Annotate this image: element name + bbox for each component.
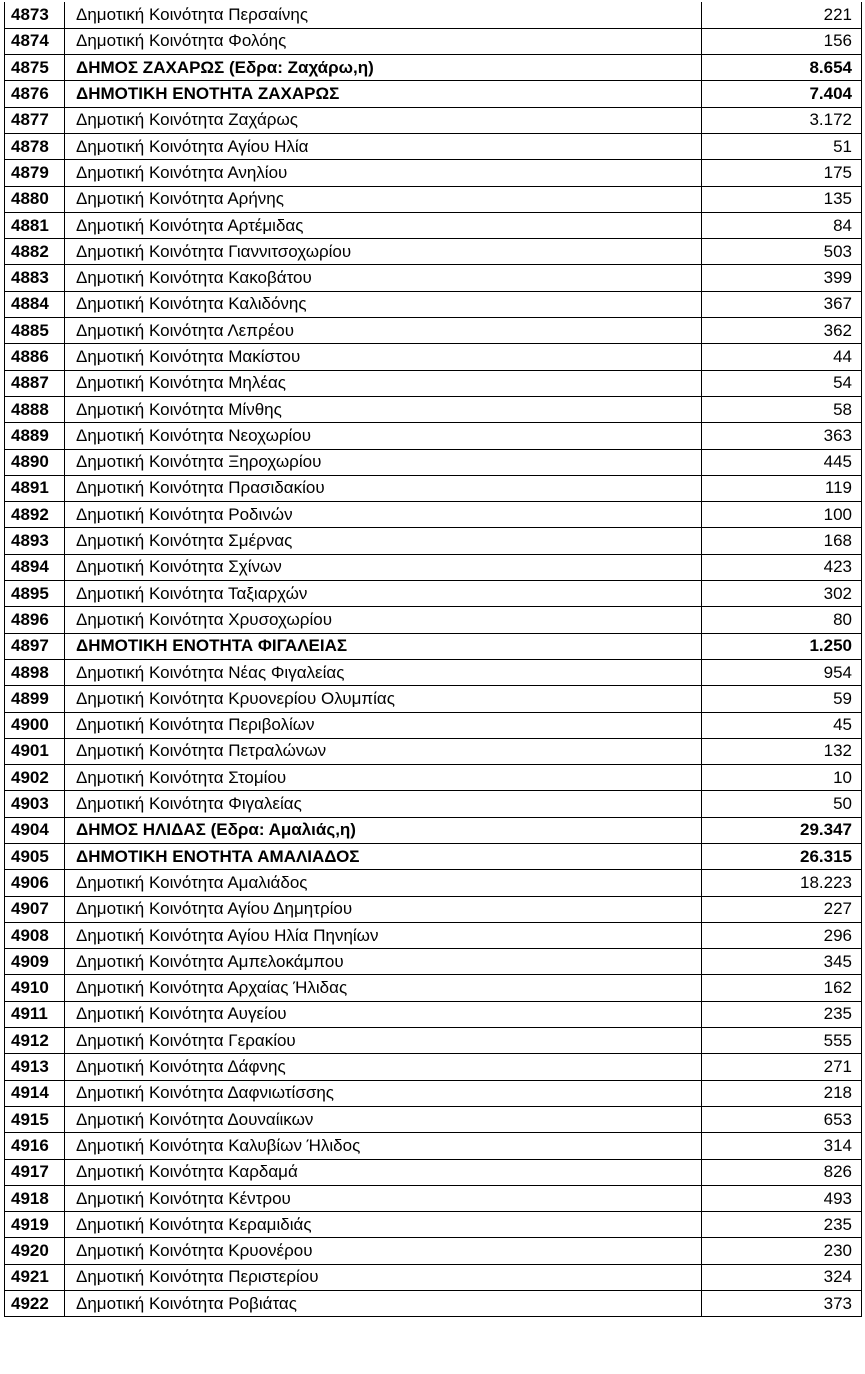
table-row — [5, 107, 862, 133]
row-code-cell: 4922 — [5, 1291, 65, 1317]
row-code-cell: 4910 — [5, 975, 65, 1001]
row-name-cell: ΔΗΜΟΤΙΚΗ ΕΝΟΤΗΤΑ ΦΙΓΑΛΕΙΑΣ — [65, 633, 702, 659]
row-population-cell: 296 — [702, 922, 862, 948]
row-code-cell: 4899 — [5, 686, 65, 712]
row-population-cell: 162 — [702, 975, 862, 1001]
table-row — [5, 212, 862, 238]
row-population-cell: 156 — [702, 28, 862, 54]
row-name-cell: Δημοτική Κοινότητα Στομίου — [65, 765, 702, 791]
row-code-cell: 4882 — [5, 239, 65, 265]
row-population-cell: 826 — [702, 1159, 862, 1185]
row-name-cell: Δημοτική Κοινότητα Ανηλίου — [65, 160, 702, 186]
row-population-cell: 555 — [702, 1028, 862, 1054]
row-code-cell: 4919 — [5, 1212, 65, 1238]
table-row — [5, 1212, 862, 1238]
row-population-cell: 221 — [702, 2, 862, 28]
row-name-cell: Δημοτική Κοινότητα Αγίου Δημητρίου — [65, 896, 702, 922]
table-row — [5, 1159, 862, 1185]
row-code-cell: 4902 — [5, 765, 65, 791]
row-name-cell: Δημοτική Κοινότητα Πρασιδακίου — [65, 475, 702, 501]
table-row — [5, 870, 862, 896]
row-name-cell: Δημοτική Κοινότητα Αγίου Ηλία Πηνηίων — [65, 922, 702, 948]
table-row — [5, 1001, 862, 1027]
row-code-cell: 4897 — [5, 633, 65, 659]
table-row — [5, 344, 862, 370]
row-name-cell: Δημοτική Κοινότητα Ζαχάρως — [65, 107, 702, 133]
row-population-cell: 373 — [702, 1291, 862, 1317]
row-name-cell: Δημοτική Κοινότητα Λεπρέου — [65, 318, 702, 344]
table-row — [5, 712, 862, 738]
row-code-cell: 4915 — [5, 1106, 65, 1132]
table-body — [5, 2, 862, 1317]
table-row — [5, 133, 862, 159]
row-code-cell: 4886 — [5, 344, 65, 370]
table-row-total — [5, 633, 862, 659]
row-population-cell: 503 — [702, 239, 862, 265]
row-name-cell: Δημοτική Κοινότητα Κακοβάτου — [65, 265, 702, 291]
table-row — [5, 528, 862, 554]
table-row — [5, 160, 862, 186]
row-name-cell: Δημοτική Κοινότητα Περιβολίων — [65, 712, 702, 738]
row-population-cell: 18.223 — [702, 870, 862, 896]
row-name-cell: Δημοτική Κοινότητα Γερακίου — [65, 1028, 702, 1054]
row-name-cell: Δημοτική Κοινότητα Περιστερίου — [65, 1264, 702, 1290]
row-code-cell: 4894 — [5, 554, 65, 580]
table-row — [5, 449, 862, 475]
row-population-cell: 119 — [702, 475, 862, 501]
row-name-cell: Δημοτική Κοινότητα Αυγείου — [65, 1001, 702, 1027]
row-name-cell: Δημοτική Κοινότητα Κρυονερίου Ολυμπίας — [65, 686, 702, 712]
row-population-cell: 363 — [702, 423, 862, 449]
row-population-cell: 50 — [702, 791, 862, 817]
row-population-cell: 227 — [702, 896, 862, 922]
table-row — [5, 1080, 862, 1106]
row-name-cell: Δημοτική Κοινότητα Αρτέμιδας — [65, 212, 702, 238]
row-name-cell: Δημοτική Κοινότητα Δαφνιωτίσσης — [65, 1080, 702, 1106]
row-population-cell: 10 — [702, 765, 862, 791]
table-row — [5, 581, 862, 607]
row-population-cell: 324 — [702, 1264, 862, 1290]
table-row — [5, 922, 862, 948]
row-code-cell: 4884 — [5, 291, 65, 317]
row-code-cell: 4887 — [5, 370, 65, 396]
row-code-cell: 4874 — [5, 28, 65, 54]
row-code-cell: 4920 — [5, 1238, 65, 1264]
row-name-cell: Δημοτική Κοινότητα Κεραμιδιάς — [65, 1212, 702, 1238]
row-code-cell: 4904 — [5, 817, 65, 843]
row-name-cell: Δημοτική Κοινότητα Κέντρου — [65, 1185, 702, 1211]
row-population-cell: 7.404 — [702, 81, 862, 107]
row-name-cell: ΔΗΜΟΣ ΖΑΧΑΡΩΣ (Εδρα: Ζαχάρω,η) — [65, 55, 702, 81]
row-code-cell: 4879 — [5, 160, 65, 186]
row-population-cell: 80 — [702, 607, 862, 633]
table-row — [5, 738, 862, 764]
row-population-cell: 51 — [702, 133, 862, 159]
row-name-cell: Δημοτική Κοινότητα Πετραλώνων — [65, 738, 702, 764]
table-row — [5, 28, 862, 54]
row-name-cell: Δημοτική Κοινότητα Καλιδόνης — [65, 291, 702, 317]
row-name-cell: Δημοτική Κοινότητα Φιγαλείας — [65, 791, 702, 817]
row-code-cell: 4898 — [5, 659, 65, 685]
row-population-cell: 235 — [702, 1212, 862, 1238]
table-row — [5, 659, 862, 685]
table-row — [5, 949, 862, 975]
row-population-cell: 58 — [702, 396, 862, 422]
table-row — [5, 765, 862, 791]
row-population-cell: 45 — [702, 712, 862, 738]
row-code-cell: 4903 — [5, 791, 65, 817]
table-row — [5, 2, 862, 28]
row-code-cell: 4885 — [5, 318, 65, 344]
row-name-cell: Δημοτική Κοινότητα Δάφνης — [65, 1054, 702, 1080]
row-code-cell: 4913 — [5, 1054, 65, 1080]
row-name-cell: Δημοτική Κοινότητα Μηλέας — [65, 370, 702, 396]
table-row — [5, 554, 862, 580]
row-code-cell: 4877 — [5, 107, 65, 133]
table-row — [5, 1028, 862, 1054]
row-name-cell: Δημοτική Κοινότητα Σχίνων — [65, 554, 702, 580]
table-row — [5, 423, 862, 449]
table-row-total — [5, 81, 862, 107]
row-population-cell: 399 — [702, 265, 862, 291]
row-name-cell: Δημοτική Κοινότητα Χρυσοχωρίου — [65, 607, 702, 633]
row-population-cell: 362 — [702, 318, 862, 344]
row-name-cell: Δημοτική Κοινότητα Καρδαμά — [65, 1159, 702, 1185]
row-code-cell: 4914 — [5, 1080, 65, 1106]
row-population-cell: 423 — [702, 554, 862, 580]
row-population-cell: 345 — [702, 949, 862, 975]
table-row — [5, 1264, 862, 1290]
row-code-cell: 4893 — [5, 528, 65, 554]
row-name-cell: Δημοτική Κοινότητα Φολόης — [65, 28, 702, 54]
row-code-cell: 4881 — [5, 212, 65, 238]
table-row — [5, 1133, 862, 1159]
row-population-cell: 100 — [702, 502, 862, 528]
table-row-total — [5, 55, 862, 81]
table-row — [5, 1054, 862, 1080]
table-row — [5, 370, 862, 396]
row-code-cell: 4883 — [5, 265, 65, 291]
row-code-cell: 4889 — [5, 423, 65, 449]
row-population-cell: 44 — [702, 344, 862, 370]
row-population-cell: 493 — [702, 1185, 862, 1211]
row-code-cell: 4880 — [5, 186, 65, 212]
row-name-cell: Δημοτική Κοινότητα Μακίστου — [65, 344, 702, 370]
table-row — [5, 686, 862, 712]
table-row — [5, 1238, 862, 1264]
row-name-cell: Δημοτική Κοινότητα Αγίου Ηλία — [65, 133, 702, 159]
row-code-cell: 4911 — [5, 1001, 65, 1027]
row-code-cell: 4916 — [5, 1133, 65, 1159]
row-name-cell: Δημοτική Κοινότητα Αρήνης — [65, 186, 702, 212]
row-code-cell: 4921 — [5, 1264, 65, 1290]
row-population-cell: 314 — [702, 1133, 862, 1159]
table-row — [5, 1291, 862, 1317]
row-code-cell: 4888 — [5, 396, 65, 422]
row-population-cell: 954 — [702, 659, 862, 685]
row-code-cell: 4900 — [5, 712, 65, 738]
table-row — [5, 186, 862, 212]
row-name-cell: Δημοτική Κοινότητα Αμαλιάδος — [65, 870, 702, 896]
row-population-cell: 54 — [702, 370, 862, 396]
row-code-cell: 4896 — [5, 607, 65, 633]
row-population-cell: 445 — [702, 449, 862, 475]
row-population-cell: 59 — [702, 686, 862, 712]
row-code-cell: 4905 — [5, 844, 65, 870]
row-population-cell: 135 — [702, 186, 862, 212]
row-name-cell: Δημοτική Κοινότητα Καλυβίων Ήλιδος — [65, 1133, 702, 1159]
row-name-cell: Δημοτική Κοινότητα Ξηροχωρίου — [65, 449, 702, 475]
row-name-cell: Δημοτική Κοινότητα Νέας Φιγαλείας — [65, 659, 702, 685]
table-row — [5, 475, 862, 501]
row-code-cell: 4892 — [5, 502, 65, 528]
row-population-cell: 8.654 — [702, 55, 862, 81]
row-population-cell: 84 — [702, 212, 862, 238]
row-name-cell: Δημοτική Κοινότητα Γιαννιτσοχωρίου — [65, 239, 702, 265]
row-code-cell: 4912 — [5, 1028, 65, 1054]
row-code-cell: 4908 — [5, 922, 65, 948]
row-name-cell: ΔΗΜΟΣ ΗΛΙΔΑΣ (Εδρα: Αμαλιάς,η) — [65, 817, 702, 843]
table-row — [5, 975, 862, 1001]
row-name-cell: Δημοτική Κοινότητα Σμέρνας — [65, 528, 702, 554]
row-code-cell: 4878 — [5, 133, 65, 159]
row-code-cell: 4909 — [5, 949, 65, 975]
table-row — [5, 265, 862, 291]
row-code-cell: 4917 — [5, 1159, 65, 1185]
table-row — [5, 1185, 862, 1211]
row-code-cell: 4918 — [5, 1185, 65, 1211]
row-code-cell: 4907 — [5, 896, 65, 922]
row-population-cell: 653 — [702, 1106, 862, 1132]
table-row — [5, 291, 862, 317]
table-row — [5, 1106, 862, 1132]
row-population-cell: 175 — [702, 160, 862, 186]
row-name-cell: Δημοτική Κοινότητα Αρχαίας Ήλιδας — [65, 975, 702, 1001]
row-code-cell: 4901 — [5, 738, 65, 764]
row-name-cell: Δημοτική Κοινότητα Αμπελοκάμπου — [65, 949, 702, 975]
row-code-cell: 4891 — [5, 475, 65, 501]
table-row — [5, 239, 862, 265]
row-name-cell: Δημοτική Κοινότητα Ροδινών — [65, 502, 702, 528]
row-code-cell: 4895 — [5, 581, 65, 607]
row-code-cell: 4906 — [5, 870, 65, 896]
row-population-cell: 271 — [702, 1054, 862, 1080]
row-name-cell: Δημοτική Κοινότητα Νεοχωρίου — [65, 423, 702, 449]
row-population-cell: 26.315 — [702, 844, 862, 870]
row-name-cell: Δημοτική Κοινότητα Ταξιαρχών — [65, 581, 702, 607]
row-population-cell: 367 — [702, 291, 862, 317]
table-row — [5, 896, 862, 922]
row-population-cell: 235 — [702, 1001, 862, 1027]
table-row-total — [5, 817, 862, 843]
row-population-cell: 218 — [702, 1080, 862, 1106]
row-code-cell: 4890 — [5, 449, 65, 475]
table-row — [5, 607, 862, 633]
row-population-cell: 29.347 — [702, 817, 862, 843]
row-name-cell: ΔΗΜΟΤΙΚΗ ΕΝΟΤΗΤΑ ΑΜΑΛΙΑΔΟΣ — [65, 844, 702, 870]
row-code-cell: 4875 — [5, 55, 65, 81]
row-population-cell: 230 — [702, 1238, 862, 1264]
row-name-cell: Δημοτική Κοινότητα Δουναίικων — [65, 1106, 702, 1132]
row-population-cell: 168 — [702, 528, 862, 554]
table-row-total — [5, 844, 862, 870]
table-row — [5, 502, 862, 528]
row-population-cell: 302 — [702, 581, 862, 607]
row-name-cell: Δημοτική Κοινότητα Περσαίνης — [65, 2, 702, 28]
row-name-cell: Δημοτική Κοινότητα Μίνθης — [65, 396, 702, 422]
row-code-cell: 4876 — [5, 81, 65, 107]
table-row — [5, 396, 862, 422]
row-name-cell: ΔΗΜΟΤΙΚΗ ΕΝΟΤΗΤΑ ΖΑΧΑΡΩΣ — [65, 81, 702, 107]
row-population-cell: 1.250 — [702, 633, 862, 659]
row-population-cell: 132 — [702, 738, 862, 764]
row-population-cell: 3.172 — [702, 107, 862, 133]
row-name-cell: Δημοτική Κοινότητα Κρυονέρου — [65, 1238, 702, 1264]
table-row — [5, 318, 862, 344]
table-row — [5, 791, 862, 817]
row-code-cell: 4873 — [5, 2, 65, 28]
population-table — [4, 2, 862, 1317]
row-name-cell: Δημοτική Κοινότητα Ροβιάτας — [65, 1291, 702, 1317]
